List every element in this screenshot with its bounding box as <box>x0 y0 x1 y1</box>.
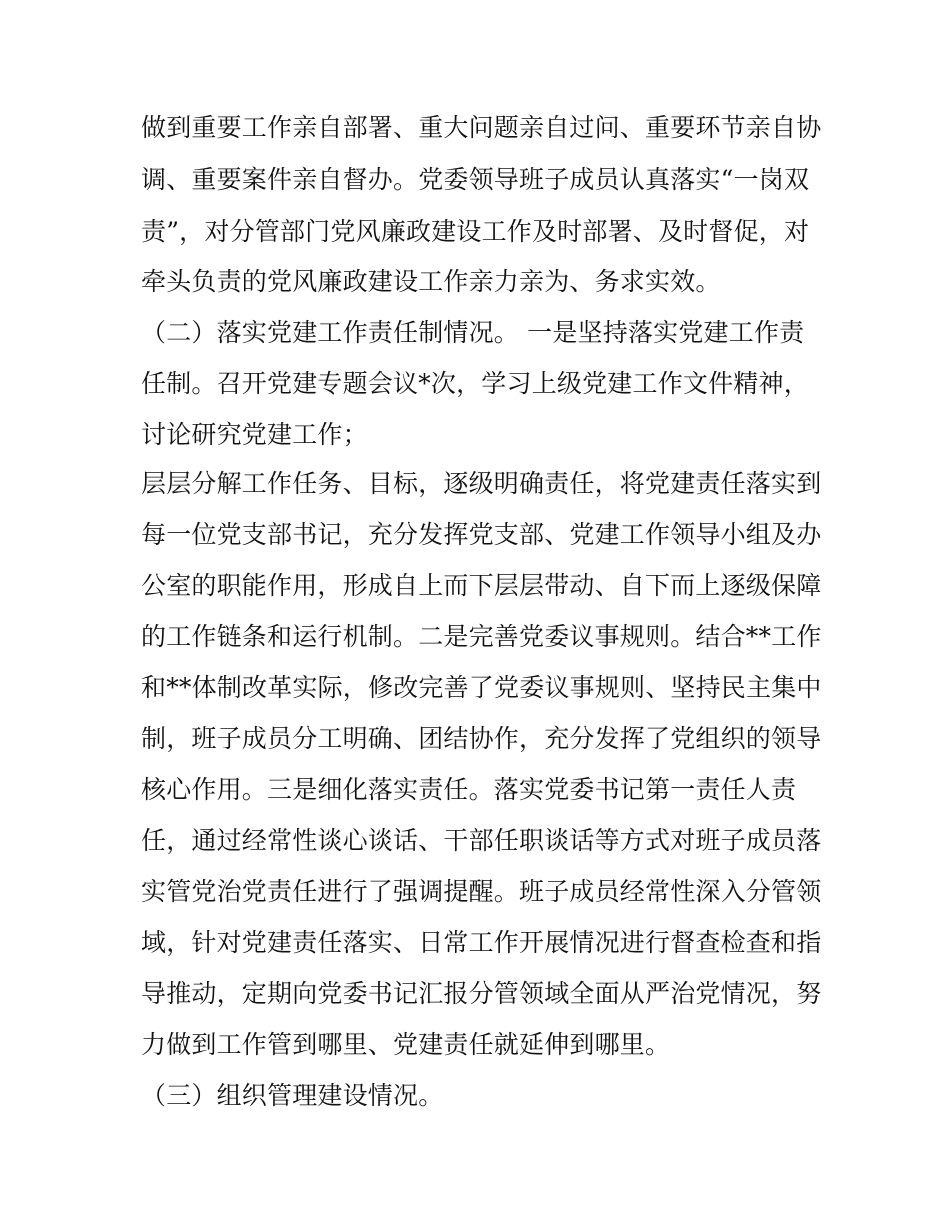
text-line-19: 力做到工作管到哪里、党建责任就延伸到哪里。 <box>141 1030 671 1059</box>
section-heading-2: （二）落实党建工作责任制情况。 一是坚持落实党建工作责 <box>141 318 805 347</box>
text-line-17: 域，针对党建责任落实、日常工作开展情况进行督查检查和指 <box>141 928 822 957</box>
text-line-11: 的工作链条和运行机制。二是完善党委议事规则。结合**工作 <box>141 622 822 651</box>
text-line-8: 层层分解工作任务、目标，逐级明确责任，将党建责任落实到 <box>141 469 822 498</box>
text-line-12: 和**体制改革实际，修改完善了党委议事规则、坚持民主集中 <box>141 673 822 702</box>
section-heading-3: （三）组织管理建设情况。 <box>141 1081 444 1110</box>
text-line-9: 每一位党支部书记，充分发挥党支部、党建工作领导小组及办 <box>141 520 822 549</box>
text-line-4: 牵头负责的党风廉政建设工作亲力亲为、务求实效。 <box>141 267 721 296</box>
text-line-6: 任制。召开党建专题会议*次，学习上级党建工作文件精神， <box>141 369 809 398</box>
text-line-14: 核心作用。三是细化落实责任。落实党委书记第一责任人责 <box>141 775 797 804</box>
text-line-13: 制，班子成员分工明确、团结协作，充分发挥了党组织的领导 <box>141 724 822 753</box>
text-line-10: 公室的职能作用，形成自上而下层层带动、自下而上逐级保障 <box>141 571 822 600</box>
text-line-16: 实管党治党责任进行了强调提醒。班子成员经常性深入分管领 <box>141 877 822 906</box>
text-line-7: 讨论研究党建工作； <box>141 420 368 449</box>
text-line-3: 责”，对分管部门党风廉政建设工作及时部署、及时督促，对 <box>141 217 810 246</box>
text-line-15: 任，通过经常性谈心谈话、干部任职谈话等方式对班子成员落 <box>141 826 822 855</box>
text-line-18: 导推动，定期向党委书记汇报分管领域全面从严治党情况，努 <box>141 979 822 1008</box>
text-line-1: 做到重要工作亲自部署、重大问题亲自过问、重要环节亲自协 <box>141 113 822 142</box>
text-line-2: 调、重要案件亲自督办。党委领导班子成员认真落实“一岗双 <box>141 165 810 194</box>
